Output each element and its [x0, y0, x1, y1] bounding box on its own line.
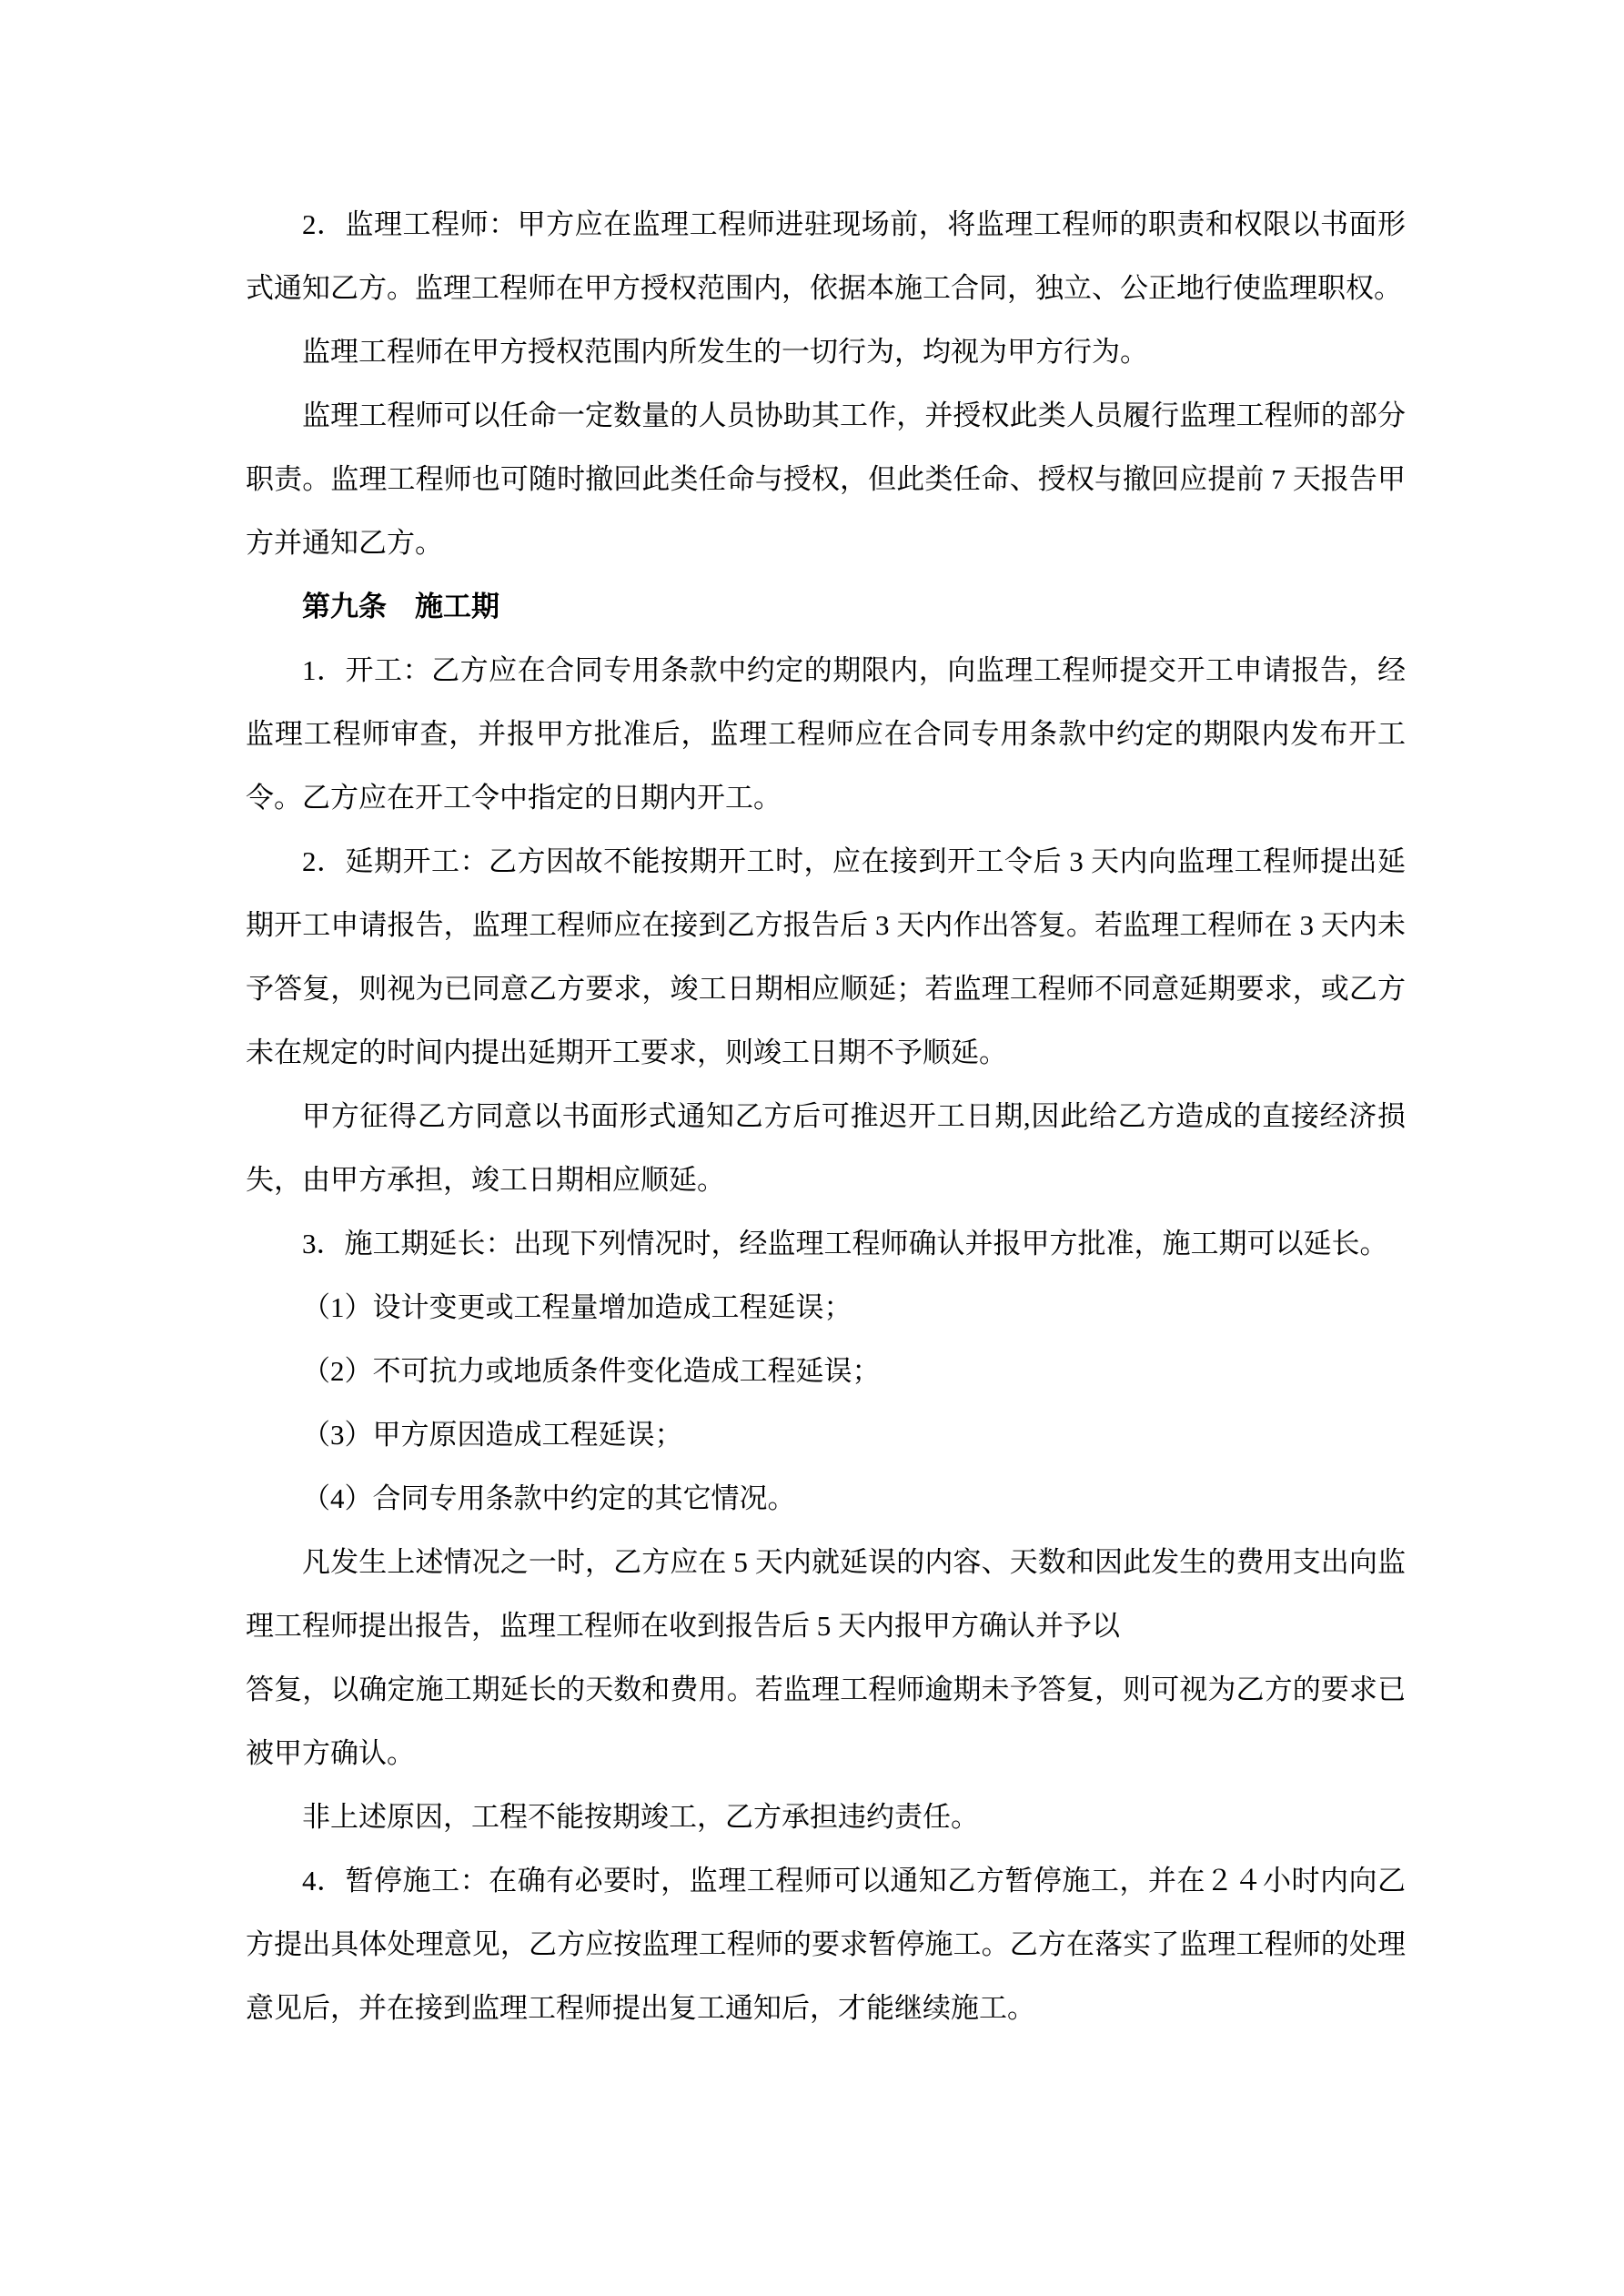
list-item: （3）甲方原因造成工程延误； — [302, 1419, 683, 1451]
paragraph: 监理工程师在甲方授权范围内所发生的一切行为，均视为甲方行为。 — [302, 336, 1148, 368]
paragraph: 3．施工期延长：出现下列情况时，经监理工程师确认并报甲方批准，施工期可以延长。 — [302, 1228, 1388, 1259]
paragraph: 2．延期开工：乙方因故不能按期开工时，应在接到开工令后 3 天内向监理工程师提出延期开工申请报告，监理工程师应在接到乙方报告后 3 天内作出答复。若监理工程师在 3 天内未予答复，则视为已同意乙方要求，竣工日期相应顺延；若监理工程师不同意延期要求，或乙方未在规定的时间内提出延期开工要求，则竣工日期不予顺延。 — [246, 845, 1406, 1068]
paragraph: 甲方征得乙方同意以书面形式通知乙方后可推迟开工日期,因此给乙方造成的直接经济损失，由甲方承担，竣工日期相应顺延。 — [246, 1100, 1406, 1196]
paragraph-segment: 凡发生上述情况之一时，乙方应在 5 天内就延误的内容、天数和因此发生的费用支出向监理工程师提出报告，监理工程师在收到报告后 5 天内报甲方确认并予以 — [246, 1546, 1406, 1642]
paragraph — [246, 1531, 1406, 1785]
list-item: （1）设计变更或工程量增加造成工程延误； — [302, 1291, 852, 1323]
paragraph: 1．开工：乙方应在合同专用条款中约定的期限内，向监理工程师提交开工申请报告，经监理工程师审查，并报甲方批准后，监理工程师应在合同专用条款中约定的期限内发布开工令。乙方应在开工令中指定的日期内开工。 — [246, 654, 1406, 814]
paragraph-segment: 答复，以确定施工期延长的天数和费用。若监理工程师逾期未予答复，则可视为乙方的要求已被甲方确认。 — [246, 1674, 1406, 1769]
list-item: （4）合同专用条款中约定的其它情况。 — [302, 1482, 796, 1514]
paragraph: 监理工程师可以任命一定数量的人员协助其工作，并授权此类人员履行监理工程师的部分职责。监理工程师也可随时撤回此类任命与授权，但此类任命、授权与撤回应提前 7 天报告甲方并通知乙方。 — [246, 400, 1406, 559]
paragraph: 4．暂停施工：在确有必要时，监理工程师可以通知乙方暂停施工，并在２４小时内向乙方提出具体处理意见，乙方应按监理工程师的要求暂停施工。乙方在落实了监理工程师的处理意见后，并在接到监理工程师提出复工通知后，才能继续施工。 — [246, 1865, 1406, 2024]
section-heading: 第九条 施工期 — [302, 591, 499, 622]
paragraph: 2．监理工程师：甲方应在监理工程师进驻现场前，将监理工程师的职责和权限以书面形式通知乙方。监理工程师在甲方授权范围内，依据本施工合同，独立、公正地行使监理职权。 — [246, 208, 1406, 304]
paragraph: 非上述原因，工程不能按期竣工，乙方承担违约责任。 — [302, 1801, 979, 1833]
list-item: （2）不可抗力或地质条件变化造成工程延误； — [302, 1355, 881, 1387]
